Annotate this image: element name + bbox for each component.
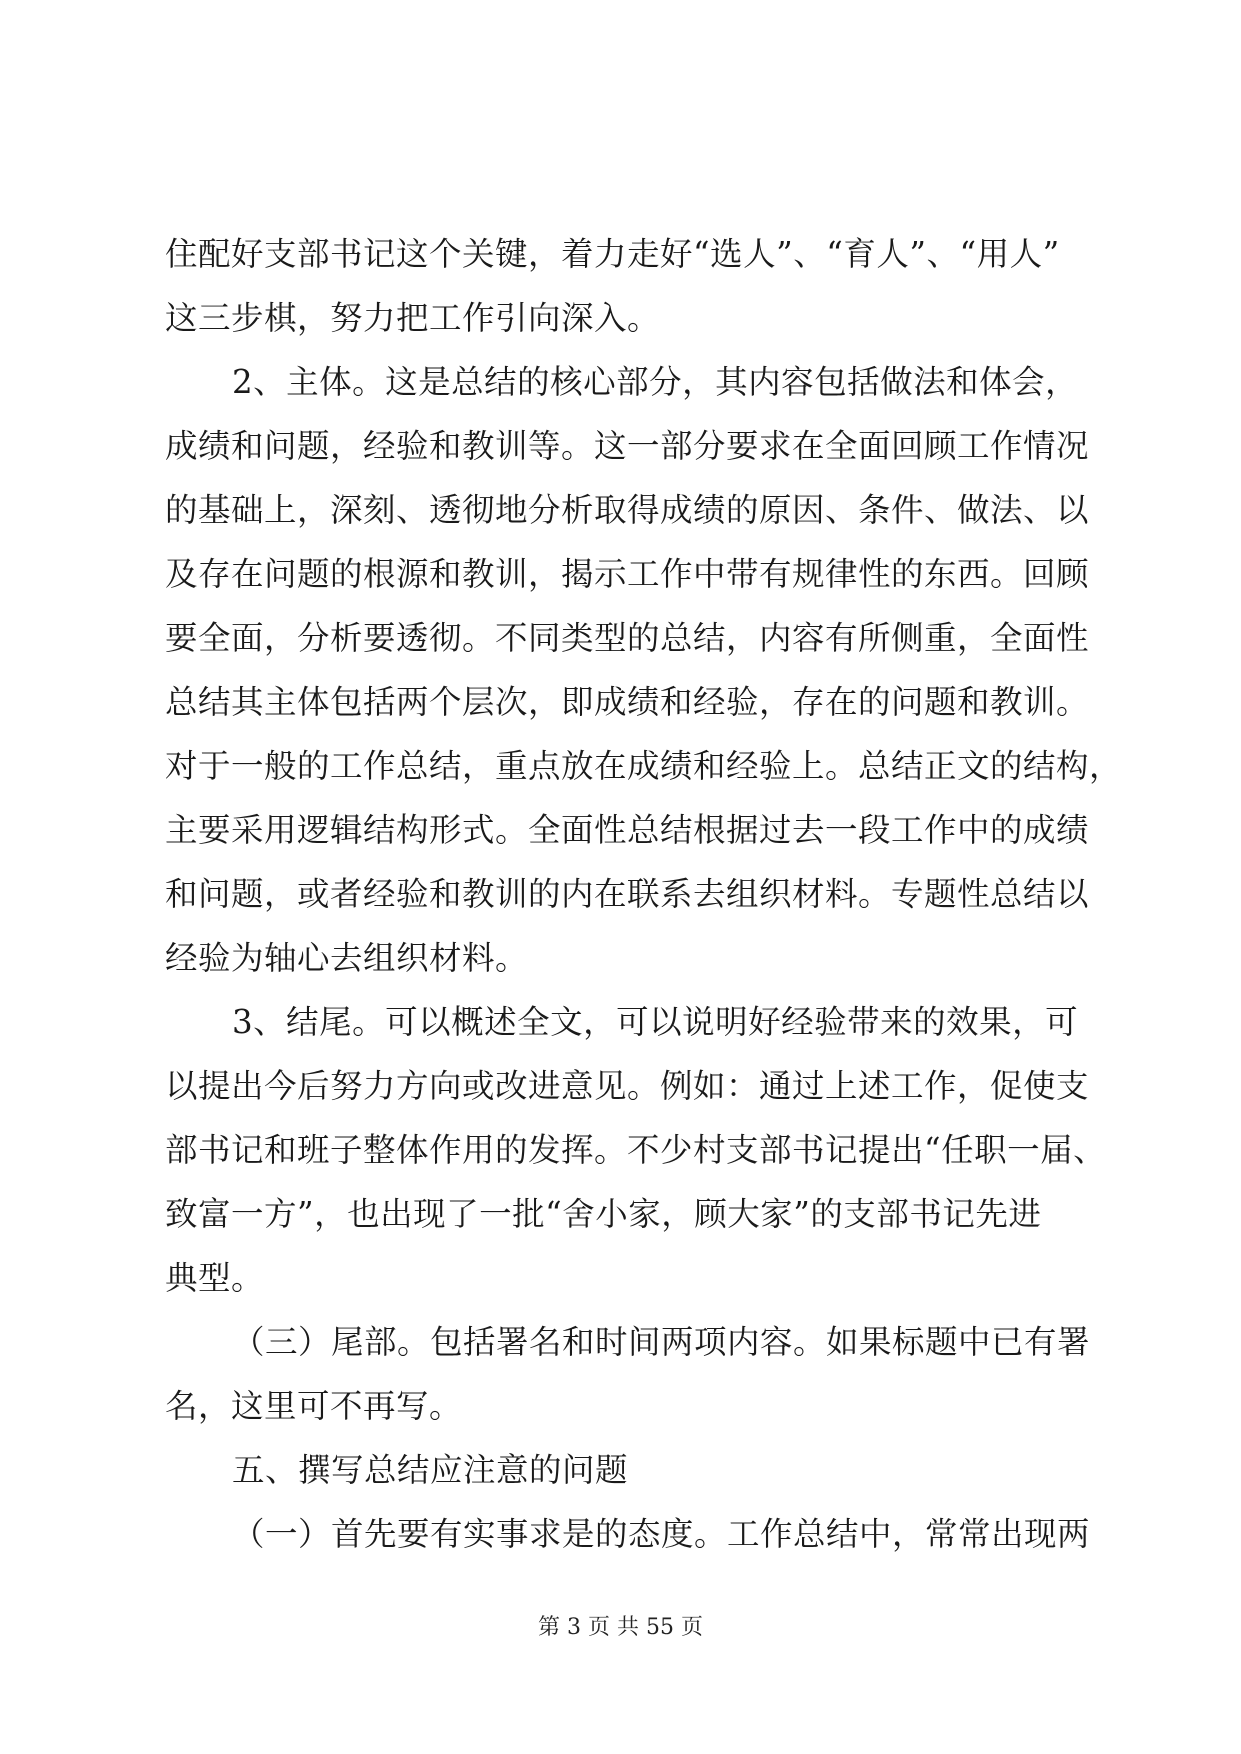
- body-line: 和问题，或者经验和教训的内在联系去组织材料。专题性总结以: [165, 875, 1090, 913]
- body-line: 这三步棋，努力把工作引向深入。: [165, 299, 661, 337]
- section-heading-line: 2、主体。这是总结的核心部分，其内容包括做法和体会，: [232, 363, 1079, 401]
- body-line: 典型。: [165, 1259, 265, 1297]
- body-line: 致富一方”，也出现了一批“舍小家，顾大家”的支部书记先进: [165, 1195, 1042, 1233]
- body-line: 住配好支部书记这个关键，着力走好“选人”、“育人”、“用人”: [165, 235, 1060, 273]
- section-heading-line: 3、结尾。可以概述全文，可以说明好经验带来的效果，可: [232, 1003, 1079, 1041]
- body-line: 主要采用逻辑结构形式。全面性总结根据过去一段工作中的成绩: [165, 811, 1090, 849]
- body-line: 部书记和班子整体作用的发挥。不少村支部书记提出“任职一届、: [165, 1131, 1107, 1169]
- body-line: 要全面，分析要透彻。不同类型的总结，内容有所侧重，全面性: [165, 619, 1090, 657]
- body-line: 以提出今后努力方向或改进意见。例如：通过上述工作，促使支: [165, 1067, 1090, 1105]
- body-line: 总结其主体包括两个层次，即成绩和经验，存在的问题和教训。: [165, 683, 1090, 721]
- body-line: 名，这里可不再写。: [165, 1387, 463, 1425]
- chapter-heading: 五、撰写总结应注意的问题: [232, 1451, 629, 1489]
- body-line: 经验为轴心去组织材料。: [165, 939, 529, 977]
- body-line: 及存在问题的根源和教训，揭示工作中带有规律性的东西。回顾: [165, 555, 1090, 593]
- body-line: 对于一般的工作总结，重点放在成绩和经验上。总结正文的结构，: [165, 747, 1123, 785]
- page-number-footer: 第 3 页 共 55 页: [538, 1615, 703, 1640]
- section-heading-line: （一）首先要有实事求是的态度。工作总结中，常常出现两: [232, 1515, 1091, 1553]
- body-line: 的基础上，深刻、透彻地分析取得成绩的原因、条件、做法、以: [165, 491, 1090, 529]
- body-line: 成绩和问题，经验和教训等。这一部分要求在全面回顾工作情况: [165, 427, 1090, 465]
- section-heading-line: （三）尾部。包括署名和时间两项内容。如果标题中已有署: [232, 1323, 1091, 1361]
